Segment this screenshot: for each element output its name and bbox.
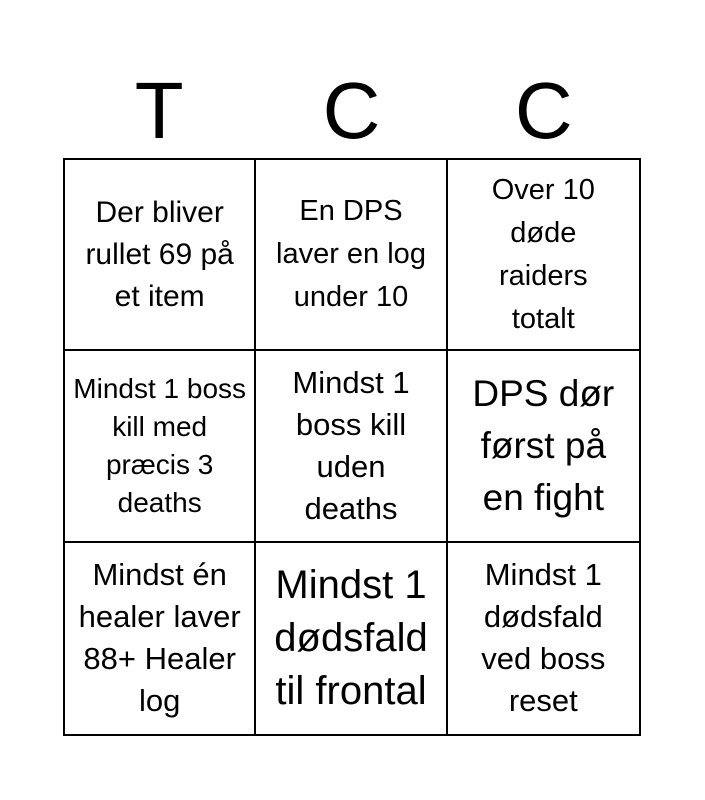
bingo-cell-2-text: En DPS laver en log under 10: [276, 195, 426, 314]
header-letter-1: T: [134, 66, 184, 155]
header-letter-3: C: [514, 66, 573, 155]
bingo-cell-3[interactable]: [448, 160, 639, 351]
bingo-cell-7[interactable]: [65, 543, 256, 734]
bingo-cell-3-text: Over 10 døde raiders totalt: [491, 173, 595, 335]
bingo-cell-7-text: Mindst én healer laver 88+ Healer log: [78, 557, 241, 719]
bingo-cell-9[interactable]: [448, 543, 639, 734]
bingo-cell-1-text: Der bliver rullet 69 på et item: [85, 195, 234, 313]
bingo-header: [63, 68, 640, 154]
bingo-grid: [63, 158, 641, 736]
bingo-cell-5[interactable]: [256, 351, 447, 542]
bingo-cell-4[interactable]: [65, 351, 256, 542]
bingo-cell-5-text: Mindst 1 boss kill uden deaths: [292, 364, 410, 526]
bingo-cell-6-text: DPS dør først på en fight: [472, 372, 615, 518]
bingo-cell-1[interactable]: [65, 160, 256, 351]
bingo-cell-9-text: Mindst 1 dødsfald ved boss reset: [481, 557, 606, 719]
bingo-cell-2[interactable]: [256, 160, 447, 351]
bingo-cell-8-text: Mindst 1 dødsfald til frontal: [274, 562, 428, 713]
bingo-cell-4-text: Mindst 1 boss kill med præcis 3 deaths: [73, 372, 247, 518]
header-letter-2: C: [322, 66, 381, 155]
bingo-cell-8[interactable]: [256, 543, 447, 734]
bingo-cell-6[interactable]: [448, 351, 639, 542]
